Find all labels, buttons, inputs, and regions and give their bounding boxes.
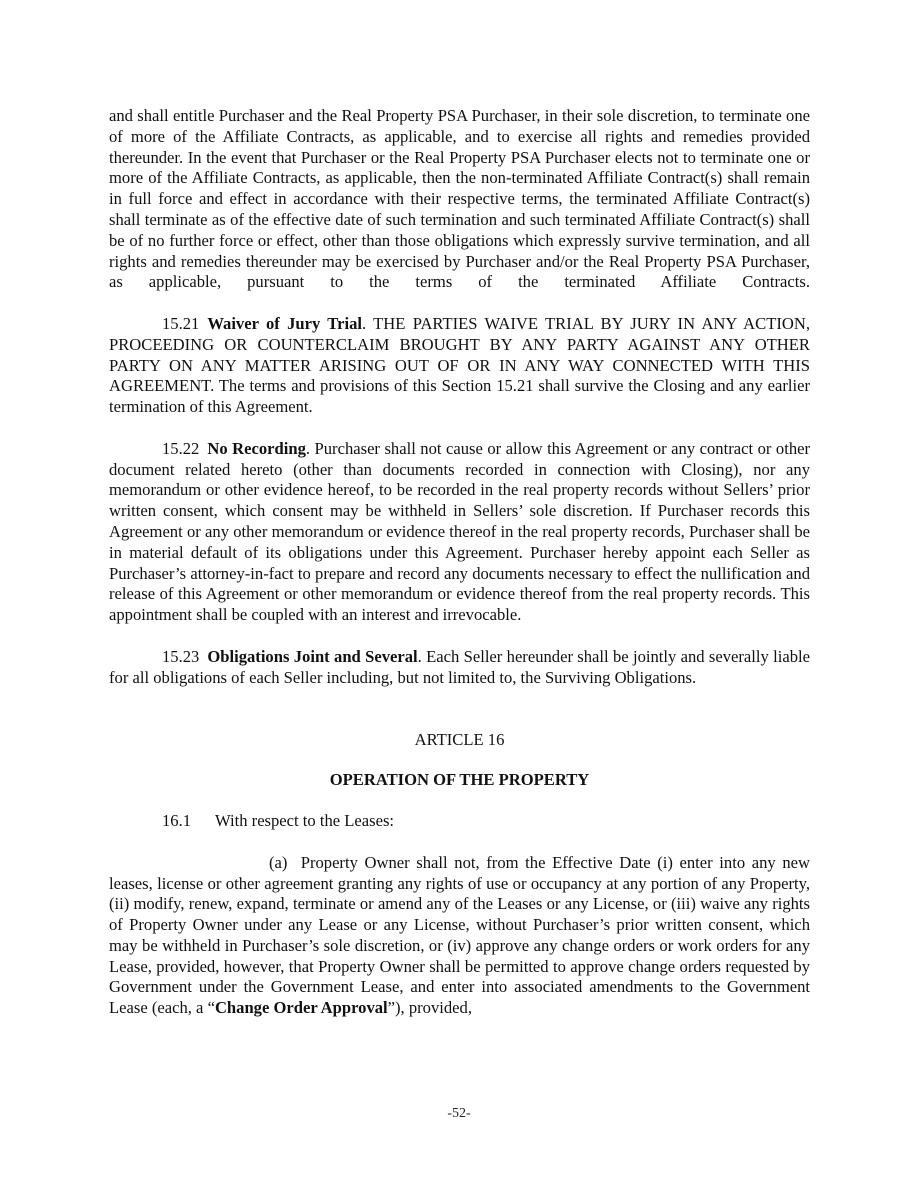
section-title: Obligations Joint and Several <box>207 646 418 666</box>
section-15-23 <box>109 647 810 689</box>
subsection-16-1 <box>109 811 810 832</box>
clause-text: Property Owner shall not, from the Effective Date (i) enter into any new leases, license or other agreement granting any rights of use or occupancy at any portion of any Property, (ii) modify, renew, expand, terminate or amend any of the Leases or any License, or (iii) waive any rights of Property Owner under any Lease or any License, without Purchaser’s prior written consent, which may be withheld in Purchaser’s sole discretion, or (iv) approve any change orders or work orders for any Lease, provided, however, that Property Owner shall be permitted to approve change orders requested by Government under the Government Lease, and enter into associated amendments to the Government Lease (each, a “ <box>109 852 811 1018</box>
continuation-paragraph: and shall entitle Purchaser and the Real Property PSA Purchaser, in their sole discretion, to terminate one of more of the Affiliate Contracts, as applicable, and to exercise all rights and remedies provided thereunder. In the event that Purchaser or the Real Property PSA Purchaser elects not to terminate one or more of the Affiliate Contracts, as applicable, then the non-terminated Affiliate Contract(s) shall remain in full force and effect in accordance with their respective terms, the terminated Affiliate Contract(s) shall terminate as of the effective date of such termination and such terminated Affiliate Contract(s) shall be of no further force or effect, other than those obligations which expressly survive termination, and all rights and remedies thereunder may be exercised by Purchaser and/or the Real Property PSA Purchaser, as applicable, pursuant to the terms of the terminated Affiliate Contracts. <box>109 106 810 292</box>
section-body: . Purchaser shall not cause or allow this Agreement or any contract or other document related hereto (other than documents recorded in connection with Closing), nor any memorandum or other evidence hereof, to be recorded in the real property records without Sellers’ prior written consent, which consent may be withheld in Sellers’ sole discretion. If Purchaser records this Agreement or any other memorandum or evidence thereof in the real property records, Purchaser shall be in material default of its obligations under this Agreement. Purchaser hereby appoint each Seller as Purchaser’s attorney-in-fact to prepare and record any documents necessary to effect the nullification and release of this Agreement or other memorandum or evidence thereof from the real property records. This appointment shall be coupled with an interest and irrevocable. <box>109 438 811 625</box>
section-title: Waiver of Jury Trial <box>207 313 363 333</box>
article-label: ARTICLE 16 <box>414 730 505 750</box>
section-title: No Recording <box>207 438 306 458</box>
section-number: 15.22 <box>162 438 200 458</box>
article-heading: OPERATION OF THE PROPERTY <box>329 770 590 790</box>
section-15-21 <box>109 314 810 418</box>
section-number: 15.21 <box>162 313 200 333</box>
subsection-number: 16.1 <box>162 810 192 830</box>
document-page <box>109 106 810 1019</box>
clause-text-tail: ”), provided, <box>387 998 472 1018</box>
section-15-22 <box>109 439 810 626</box>
section-body: . THE PARTIES WAIVE TRIAL BY JURY IN ANY ACTION, PROCEEDING OR COUNTERCLAIM BROUGHT BY ANY PARTY AGAINST ANY OTHER PARTY ON ANY MATTER ARISING OUT OF OR IN ANY WAY CONNECTED WITH THIS AGREEMENT. The terms and provisions of this Section 15.21 shall survive the Closing and any earlier termination of this Agreement. <box>109 313 810 417</box>
clause-label: (a) <box>269 852 288 872</box>
subsection-text: With respect to the Leases: <box>215 810 395 830</box>
page-number: -52- <box>447 1106 471 1121</box>
clause-a <box>109 853 810 1019</box>
section-body: . Each Seller hereunder shall be jointly and severally liable for all obligations of each Seller including, but not limited to, the Surviving Obligations. <box>109 646 810 687</box>
section-number: 15.23 <box>162 646 200 666</box>
defined-term: Change Order Approval <box>214 998 388 1018</box>
